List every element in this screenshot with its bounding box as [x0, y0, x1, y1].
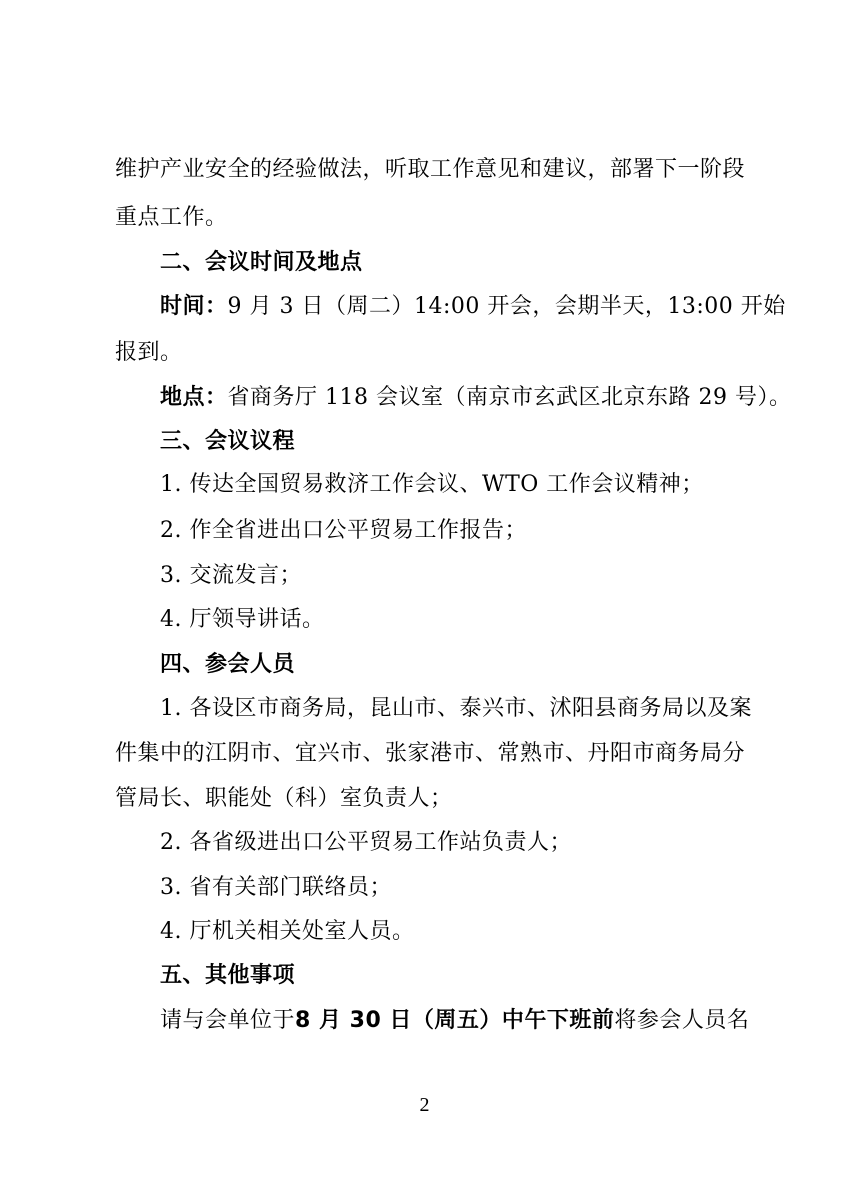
section-heading: 四、参会人员 — [160, 652, 296, 677]
other-matters-line — [160, 1006, 749, 1036]
agenda-item: 1. 传达全国贸易救济工作会议、WTO 工作会议精神； — [160, 472, 704, 497]
agenda-item: 2. 作全省进出口公平贸易工作报告； — [160, 518, 527, 543]
attendee-item: 3. 省有关部门联络员； — [160, 875, 392, 900]
time-label: 时间： — [160, 294, 228, 319]
attendee-item-cont: 件集中的江阴市、宜兴市、张家港市、常熟市、丹阳市商务局分 — [115, 741, 746, 766]
attendee-item: 2. 各省级进出口公平贸易工作站负责人； — [160, 830, 572, 855]
deadline-text: 8 月 30 日（周五）中午下班前 — [295, 1008, 615, 1033]
location-value: 省商务厅 118 会议室（南京市玄武区北京东路 29 号）。 — [227, 385, 792, 410]
attendee-item-cont: 管局长、职能处（科）室负责人； — [115, 786, 453, 811]
body-text-line: 报到。 — [115, 340, 183, 365]
time-value: 9 月 3 日（周二）14:00 开会，会期半天，13:00 开始 — [227, 294, 786, 319]
body-text-line: 维护产业安全的经验做法，听取工作意见和建议，部署下一阶段 — [115, 157, 746, 182]
agenda-item: 4. 厅领导讲话。 — [160, 607, 325, 632]
section-heading: 三、会议议程 — [160, 429, 296, 454]
attendee-item: 1. 各设区市商务局，昆山市、泰兴市、沭阳县商务局以及案 — [160, 696, 752, 721]
other-prefix: 请与会单位于 — [160, 1008, 296, 1033]
location-label: 地点： — [160, 385, 228, 410]
section-heading: 五、其他事项 — [160, 963, 296, 988]
other-suffix: 将参会人员名 — [614, 1008, 750, 1033]
location-line — [160, 383, 791, 413]
agenda-item: 3. 交流发言； — [160, 563, 302, 588]
page-number: 2 — [419, 1094, 430, 1116]
attendee-item: 4. 厅机关相关处室人员。 — [160, 919, 415, 944]
body-text-line: 重点工作。 — [115, 205, 228, 230]
section-heading: 二、会议时间及地点 — [160, 250, 363, 275]
time-line — [160, 292, 786, 322]
